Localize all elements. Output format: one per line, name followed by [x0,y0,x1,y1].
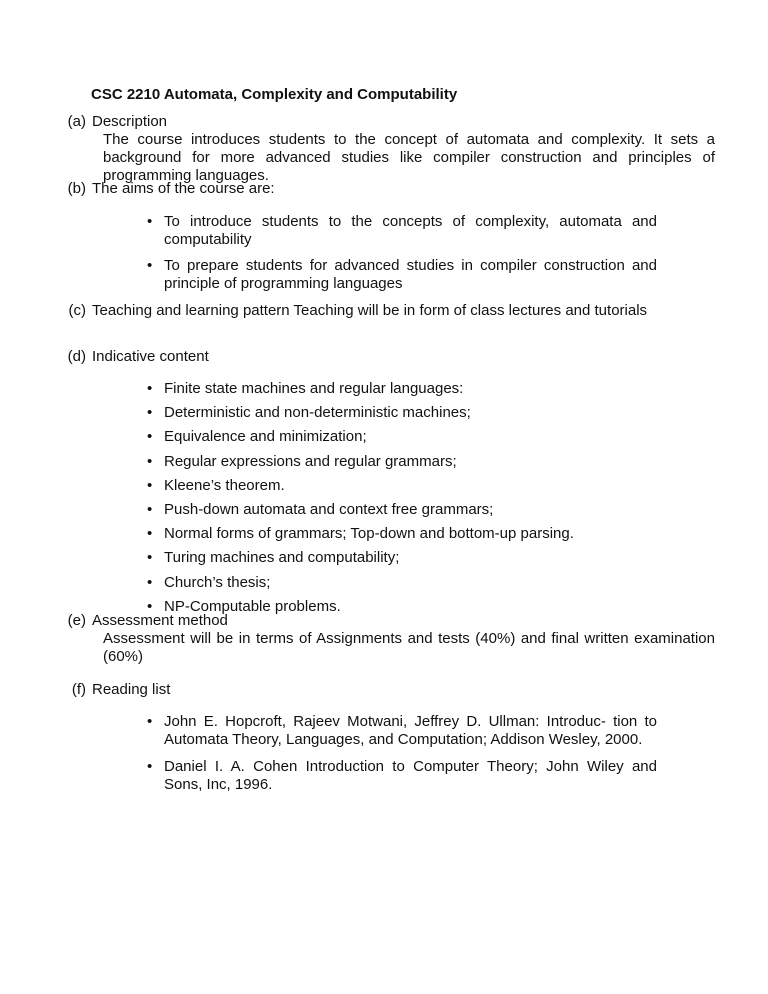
section-heading: Description [92,113,168,130]
list-item: • Normal forms of grammars; Top-down and bottom-up parsing. [147,522,657,546]
reading-list [147,713,657,794]
section-aims [60,180,660,198]
list-item: • Finite state machines and regular languages: [147,377,657,401]
section-label: (b) [67,180,86,197]
section-description [60,113,715,185]
section-heading: Teaching and learning pattern Teaching will be in form of class lectures and tutorials [92,302,648,319]
section-teaching [60,302,680,320]
list-item: • Regular expressions and regular grammars; [147,450,657,474]
section-label: (c) [68,302,86,319]
section-content [60,348,660,366]
list-item: • Church’s thesis; [147,571,657,595]
list-item: • Kleene’s theorem. [147,474,657,498]
section-heading: The aims of the course are: [92,180,275,197]
section-heading: Indicative content [92,348,209,365]
list-item: • Daniel I. A. Cohen Introduction to Computer Theory; John Wiley and Sons, Inc, 1996. [147,758,657,794]
section-heading: Reading list [92,681,171,698]
list-item: • NP-Computable problems. [147,595,657,619]
list-item: • Equivalence and minimization; [147,425,657,449]
section-heading: Assessment method [92,612,228,629]
section-label: (e) [67,612,86,629]
section-label: (f) [71,681,86,698]
section-body: The course introduces students to the concept of automata and complexity. It sets a background for more advanced studies like compiler construction and principles of programming languages. [103,131,715,184]
section-label: (d) [67,348,86,365]
content-list [147,377,657,619]
section-body: Assessment will be in terms of Assignments and tests (40%) and final written examination (60%) [103,630,715,665]
section-assessment [60,612,715,666]
list-item: • Push-down automata and context free grammars; [147,498,657,522]
aims-list [147,213,657,293]
section-reading [60,681,660,699]
course-title: CSC 2210 Automata, Complexity and Computability [91,86,458,103]
section-label: (a) [67,113,86,130]
list-item: • Turing machines and computability; [147,546,657,570]
list-item: • Deterministic and non-deterministic machines; [147,401,657,425]
list-item: • To introduce students to the concepts of complexity, automata and computability [147,213,657,249]
list-item: • To prepare students for advanced studies in compiler construction and principle of programming languages [147,257,657,293]
list-item: • John E. Hopcroft, Rajeev Motwani, Jeffrey D. Ullman: Introduc- tion to Automata Theory, Languages, and Computation; Addison Wesley, 2000. [147,713,657,749]
